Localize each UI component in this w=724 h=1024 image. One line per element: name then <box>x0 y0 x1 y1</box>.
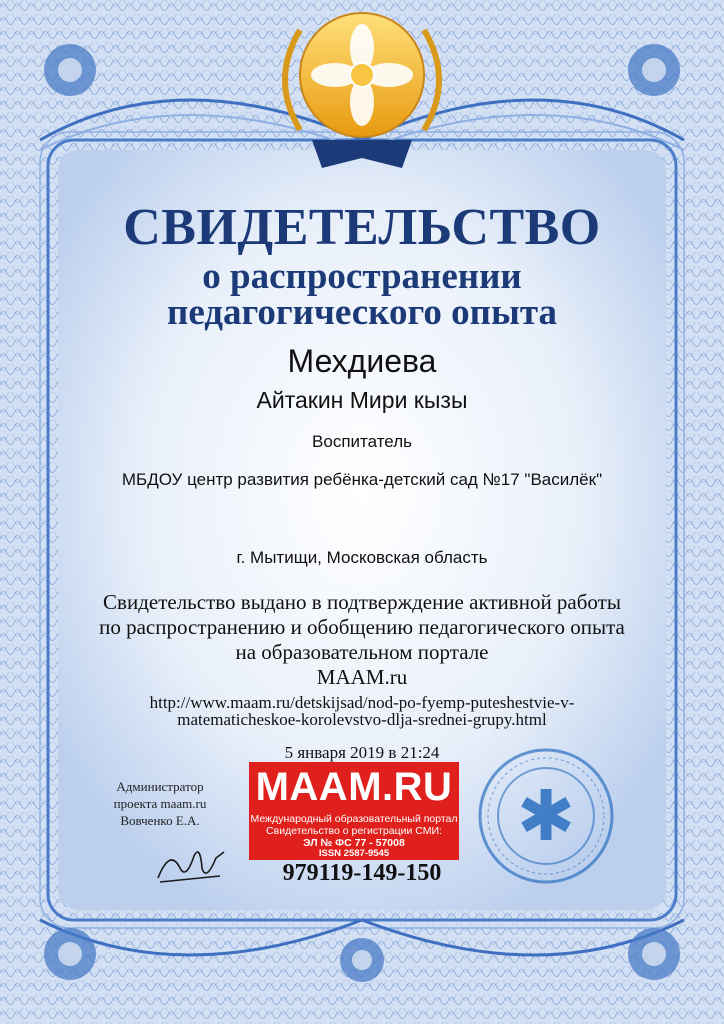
recipient-given-names: Айтакин Мири кызы <box>256 387 468 413</box>
recipient-surname: Мехдиева <box>287 343 437 379</box>
issue-date: 5 января 2019 в 21:24 <box>284 743 440 762</box>
maam-logo-portal: Международный образовательный портал <box>250 813 458 825</box>
maam-logo-license: ЭЛ № ФС 77 - 57008 <box>303 837 405 849</box>
certificate-title: СВИДЕТЕЛЬСТВО <box>123 199 601 256</box>
certificate-subtitle-line1: о распространении <box>202 256 522 297</box>
certificate-number: 979119-149-150 <box>282 860 442 886</box>
admin-signature-block <box>70 778 250 829</box>
certificate-subtitle-line2: педагогического опыта <box>167 292 557 333</box>
recipient-organization: МБДОУ центр развития ребёнка-детский сад №17 "Василёк" <box>121 470 603 489</box>
maam-logo-wordmark: MAAM.RU <box>255 765 453 809</box>
admin-project: проекта maam.ru <box>113 796 207 811</box>
maam-logo <box>249 762 459 860</box>
recipient-position: Воспитатель <box>312 432 412 451</box>
maam-logo-registration: Свидетельство о регистрации СМИ: <box>266 825 442 837</box>
maam-logo-issn: ISSN 2587-9545 <box>318 848 390 859</box>
portal-name: MAAM.ru <box>316 665 408 689</box>
admin-title: Администратор <box>116 779 204 794</box>
publication-url-line1[interactable]: http://www.maam.ru/detskijsad/nod-po-fyemp-puteshestvie-v- <box>149 693 575 712</box>
admin-name: Вовченко Е.А. <box>120 813 200 828</box>
body-text-line2: по распространению и обобщению педагогического опыта <box>99 615 625 639</box>
asterisk-icon: ✱ <box>516 775 576 857</box>
body-text-line1: Свидетельство выдано в подтверждение активной работы <box>103 590 621 614</box>
body-text-line3: на образовательном портале <box>235 640 489 664</box>
publication-url-line2[interactable]: matematicheskoe-korolevstvo-dlja-srednei-grupy.html <box>177 710 547 729</box>
recipient-city: г. Мытищи, Московская область <box>236 548 488 567</box>
